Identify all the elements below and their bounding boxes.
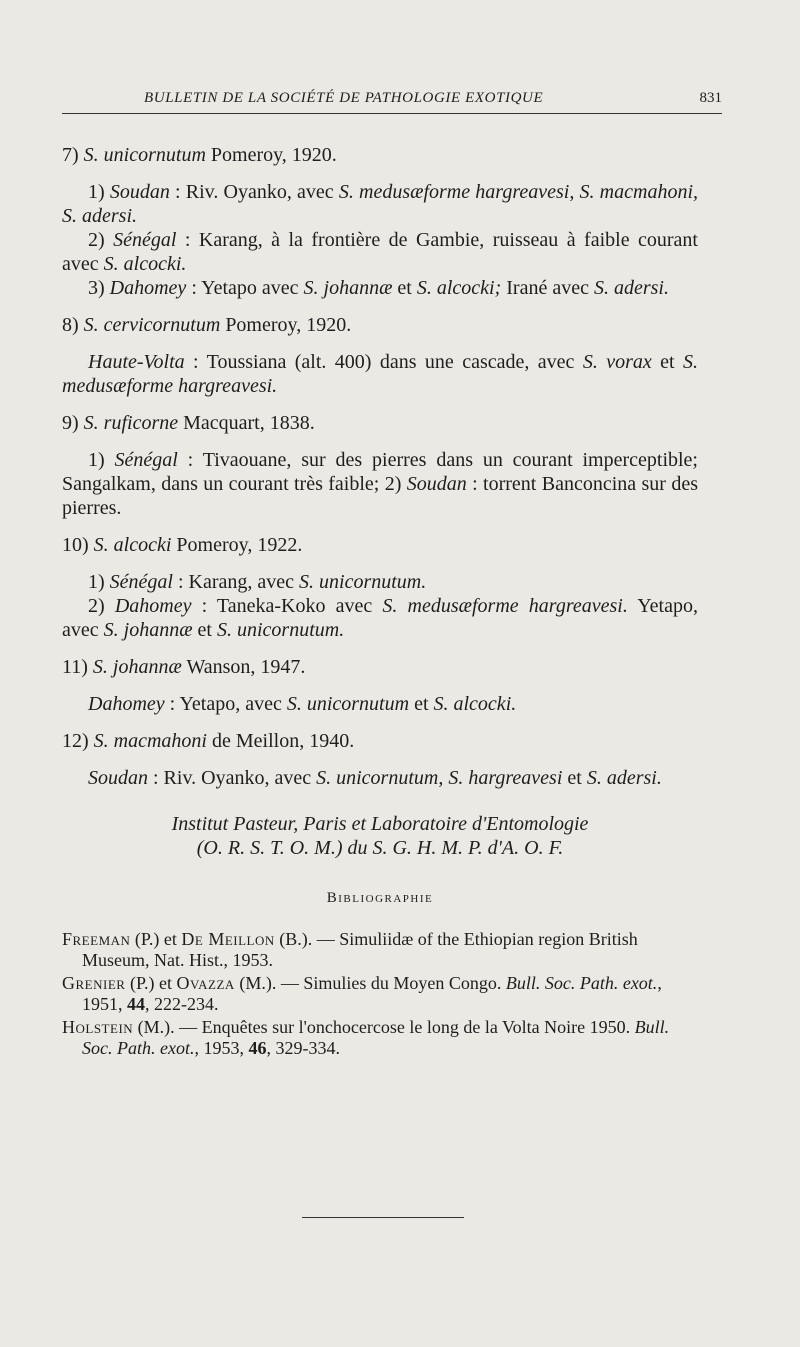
ref-text: , 1951, (82, 973, 662, 1014)
species-name: S. johannæ (92, 656, 182, 678)
locality-country: Sénégal (109, 571, 173, 593)
record-italic: S. adersi. (593, 277, 669, 299)
affiliation-line-2: (O. R. S. T. O. M.) du S. G. H. M. P. d'A. O. F. (196, 837, 564, 859)
ref-author-initials: (P.) et (125, 973, 177, 993)
record-text: : Karang, avec (172, 571, 300, 593)
record-italic: S. unicornutum (316, 767, 439, 789)
species-name: S. unicornutum (83, 144, 206, 166)
ref-italic: Bull. Soc. Path. exot. (82, 1017, 670, 1058)
species-author: Pomeroy, 1920. (220, 314, 352, 336)
record-text: : Yetapo avec (186, 277, 304, 299)
record-text: : Tivaouane, sur des pierres dans un courant imperceptible; Sangalkam, dans un courant très faible; 2) (62, 449, 698, 495)
ref-text: , 1953, (194, 1038, 249, 1058)
record-text: Yetapo, avec (62, 595, 698, 641)
ref-coauthor-initials: (M.). (234, 973, 277, 993)
page-number: 831 (699, 90, 722, 106)
record-number: 1) (88, 181, 110, 203)
record-italic: S. hargreavesi (448, 767, 563, 789)
ref-author: Freeman (62, 929, 131, 949)
species-number: 9) (62, 412, 84, 434)
ref-text: , 222-234. (145, 994, 219, 1014)
species-heading (62, 533, 698, 557)
ref-text: — Enquêtes sur l'onchocercose le long de la Volta Noire 1950. (174, 1017, 635, 1037)
species-number: 8) (62, 314, 84, 336)
record-number: 3) (88, 277, 110, 299)
record-italic: S. johannæ (103, 619, 193, 641)
locality-country: Soudan (109, 181, 170, 203)
ref-coauthor: De Meillon (181, 929, 275, 949)
ref-italic: Bull. Soc. Path. exot. (505, 973, 658, 993)
record-italic: S. johannæ (303, 277, 393, 299)
journal-title: BULLETIN DE LA SOCIÉTÉ DE PATHOLOGIE EXOTIQUE (144, 90, 544, 106)
locality-country: Dahomey (114, 595, 192, 617)
record-text: Irané avec (501, 277, 594, 299)
record-italic: S. medusæforme hargreavesi, S. macmahoni, S. adersi. (62, 181, 698, 227)
record-number: 2) (88, 229, 114, 251)
record-italic: S. alcocki. (433, 693, 517, 715)
species-name: S. alcocki (93, 534, 172, 556)
species-name: S. cervicornutum (83, 314, 221, 336)
species-author: Wanson, 1947. (181, 656, 306, 678)
bibliography-entry (62, 929, 698, 971)
record-italic: Soudan (406, 473, 467, 495)
species-author: Macquart, 1838. (178, 412, 315, 434)
locality-record (62, 766, 698, 790)
species-name: S. ruficorne (83, 412, 179, 434)
record-text: : Riv. Oyanko, avec (169, 181, 339, 203)
species-heading (62, 313, 698, 337)
end-rule (302, 1217, 464, 1218)
locality-record (62, 350, 698, 398)
species-number: 10) (62, 534, 94, 556)
bibliography-entry (62, 973, 698, 1015)
species-heading (62, 729, 698, 753)
locality-record (62, 228, 698, 276)
ref-coauthor-initials: (B.). (274, 929, 313, 949)
record-number: 2) (88, 595, 115, 617)
record-text: , (438, 767, 449, 789)
record-text: et (651, 351, 684, 373)
ref-volume: 46 (248, 1038, 267, 1058)
record-italic: S. medusæforme hargreavesi. (382, 595, 628, 617)
record-italic: S. alcocki; (416, 277, 502, 299)
record-number: 1) (88, 449, 115, 471)
record-italic: S. vorax (582, 351, 652, 373)
record-text: et (392, 277, 417, 299)
record-text: : Yetapo, avec (164, 693, 287, 715)
header-rule (62, 113, 722, 114)
bibliography-list (62, 929, 698, 1059)
affiliation-line-1: Institut Pasteur, Paris et Laboratoire d'Entomologie (171, 813, 589, 835)
ref-author-initials: (M.). (133, 1017, 175, 1037)
record-italic: S. adersi. (586, 767, 662, 789)
record-italic: S. alcocki. (103, 253, 187, 275)
record-text: et (409, 693, 434, 715)
bibliography-title: Bibliographie (326, 890, 434, 906)
species-author: Pomeroy, 1920. (205, 144, 337, 166)
species-number: 12) (62, 730, 94, 752)
record-number: 1) (88, 571, 110, 593)
locality-country: Sénégal (113, 229, 177, 251)
species-name: S. macmahoni (93, 730, 207, 752)
species-heading (62, 411, 698, 435)
ref-author-initials: (P.) et (130, 929, 182, 949)
species-number: 11) (62, 656, 93, 678)
record-text: et (562, 767, 587, 789)
record-text: : Karang, à la frontière de Gambie, ruisseau à faible courant avec (62, 229, 698, 275)
ref-text: — Simuliidæ of the Ethiopian region British Museum, Nat. Hist., 1953. (82, 929, 638, 970)
article-body (62, 130, 698, 1061)
running-header (62, 86, 722, 116)
locality-country: Haute-Volta (88, 351, 185, 373)
locality-country: Dahomey (88, 693, 165, 715)
species-author: Pomeroy, 1922. (171, 534, 303, 556)
locality-record (62, 692, 698, 716)
ref-text: — Simulies du Moyen Congo. (276, 973, 506, 993)
locality-record (62, 180, 698, 228)
ref-author: Grenier (62, 973, 126, 993)
record-text: et (192, 619, 217, 641)
record-italic: S. unicornutum (286, 693, 410, 715)
record-text: : torrent Banconcina sur des pierres. (62, 473, 698, 519)
species-number: 7) (62, 144, 84, 166)
ref-volume: 44 (127, 994, 145, 1014)
locality-country: Sénégal (114, 449, 178, 471)
record-text: : Taneka-Koko avec (191, 595, 383, 617)
species-author: de Meillon, 1940. (207, 730, 355, 752)
record-italic: S. unicornutum. (299, 571, 427, 593)
locality-record (62, 448, 698, 520)
ref-text: , 329-334. (266, 1038, 340, 1058)
record-text: : Toussiana (alt. 400) dans une cascade, avec (184, 351, 583, 373)
species-heading (62, 143, 698, 167)
record-italic: S. unicornutum. (216, 619, 345, 641)
species-heading (62, 655, 698, 679)
bibliography-entry (62, 1017, 698, 1059)
ref-author: Holstein (62, 1017, 134, 1037)
locality-record (62, 570, 698, 594)
locality-record (62, 276, 698, 300)
ref-coauthor: Ovazza (176, 973, 235, 993)
locality-country: Dahomey (109, 277, 187, 299)
locality-country: Soudan (88, 767, 148, 789)
affiliation (62, 812, 698, 860)
record-text: : Riv. Oyanko, avec (148, 767, 317, 789)
record-italic: S. medusæforme hargreavesi. (62, 351, 699, 397)
locality-record (62, 594, 698, 642)
